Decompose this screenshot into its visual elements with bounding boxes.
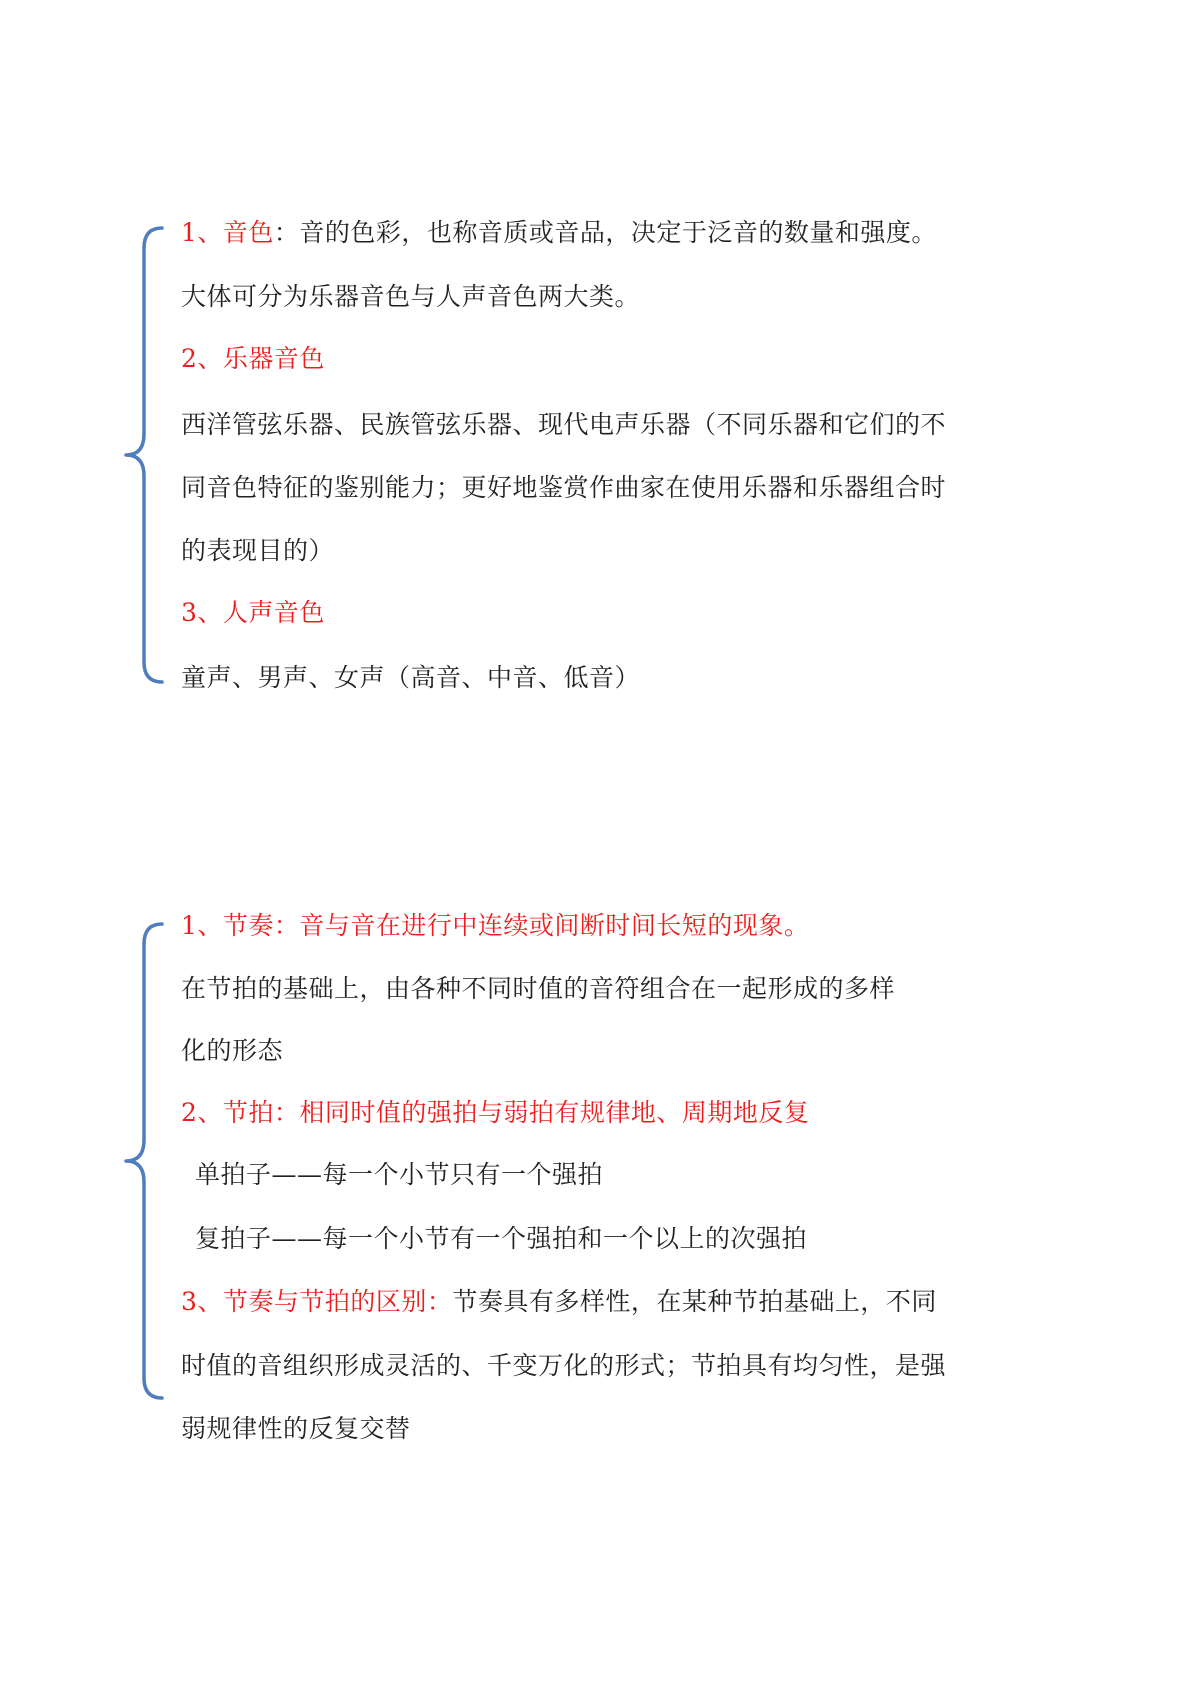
meter-heading: 2、节拍：相同时值的强拍与弱拍有规律地、周期地反复 bbox=[181, 1098, 810, 1127]
timbre-categories: 大体可分为乐器音色与人声音色两大类。 bbox=[181, 282, 641, 311]
difference-text-1: 节奏具有多样性，在某种节拍基础上，不同 bbox=[452, 1287, 937, 1316]
left-brace-section-2 bbox=[118, 918, 168, 1404]
rhythm-heading: 1、节奏：音与音在进行中连续或间断时间长短的现象。 bbox=[181, 911, 810, 940]
difference-heading: 3、节奏与节拍的区别： bbox=[181, 1287, 453, 1316]
left-brace-section-1 bbox=[118, 222, 168, 688]
simple-meter-text: 单拍子——每一个小节只有一个强拍 bbox=[195, 1160, 604, 1189]
vocal-timbre-heading: 3、人声音色 bbox=[181, 598, 325, 627]
compound-meter-text: 复拍子——每一个小节有一个强拍和一个以上的次强拍 bbox=[195, 1224, 808, 1253]
timbre-definition: ：音的色彩，也称音质或音品，决定于泛音的数量和强度。 bbox=[273, 218, 937, 247]
vocal-timbre-text: 童声、男声、女声（高音、中音、低音） bbox=[181, 663, 641, 692]
difference-heading-line bbox=[181, 1285, 937, 1319]
instrument-timbre-text-1: 西洋管弦乐器、民族管弦乐器、现代电声乐器（不同乐器和它们的不 bbox=[181, 410, 947, 439]
rhythm-text-2: 化的形态 bbox=[181, 1036, 284, 1065]
instrument-timbre-heading: 2、乐器音色 bbox=[181, 344, 325, 373]
timbre-heading-line bbox=[181, 216, 937, 250]
instrument-timbre-text-2: 同音色特征的鉴别能力；更好地鉴赏作曲家在使用乐器和乐器组合时 bbox=[181, 473, 947, 502]
difference-text-3: 弱规律性的反复交替 bbox=[181, 1414, 411, 1443]
timbre-heading: 1、音色 bbox=[181, 218, 274, 247]
difference-text-2: 时值的音组织形成灵活的、千变万化的形式；节拍具有均匀性，是强 bbox=[181, 1351, 947, 1380]
rhythm-text-1: 在节拍的基础上，由各种不同时值的音符组合在一起形成的多样 bbox=[181, 974, 896, 1003]
instrument-timbre-text-3: 的表现目的） bbox=[181, 536, 335, 565]
